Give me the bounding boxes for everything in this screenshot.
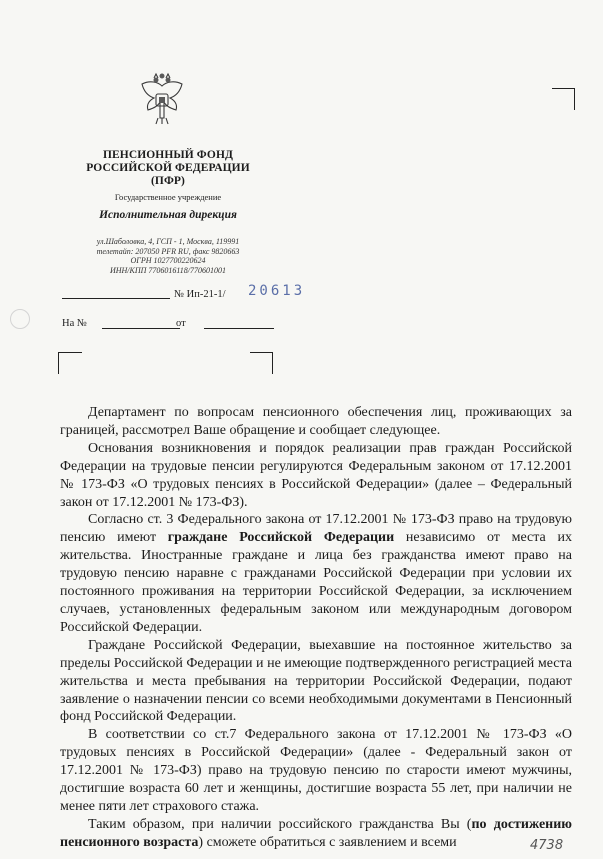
subject-corner-mark xyxy=(272,352,273,374)
subject-corner-mark xyxy=(58,352,59,374)
text-run: Таким образом, при наличии российского гражданства Вы ( xyxy=(88,816,472,832)
directorate-name: Исполнительная дирекция xyxy=(99,209,237,221)
org-name-line2: РОССИЙСКОЙ ФЕДЕРАЦИИ xyxy=(86,162,250,174)
paragraph: Основания возникновения и порядок реализации прав граждан Российской Федерации на трудовые пенсии регулируются Федеральным законом от 17.12.2001 № 173-ФЗ «О трудовых пенсиях в Российской Федерации» (далее – Федеральный закон от 17.12.2001 № 173-ФЗ). xyxy=(60,440,572,510)
reply-date-blank xyxy=(204,328,274,329)
contact-block xyxy=(60,237,276,275)
stamped-reference-number: 20613 xyxy=(248,283,306,299)
from-label: от xyxy=(176,318,186,329)
text-run: ) сможете обратиться с заявлением и всеми xyxy=(198,834,457,850)
address: ул.Шаболовка, 4, ГСП - 1, Москва, 119991 xyxy=(96,237,240,246)
page-number: 4738 xyxy=(530,838,564,853)
organization-name xyxy=(60,149,276,188)
punch-hole-mark xyxy=(10,309,30,329)
paragraph xyxy=(60,511,572,636)
reply-to-label: На № xyxy=(62,318,87,329)
bold-text-run: граждане Российской Федерации xyxy=(167,530,395,546)
reference-number-prefix: № Ип-21-1/ xyxy=(174,289,226,300)
subject-corner-mark xyxy=(250,352,272,353)
ogrn: ОГРН 1027700220624 xyxy=(130,256,206,266)
bold-text-run: по достижению пенсионного возраста xyxy=(60,816,572,850)
paragraph: Граждане Российской Федерации, выехавшие на постоянное жительство за пределы Российской Федерации и не имеющие подтвержденного регистрацией места жительства и места пребывания на территории Российской Федерации, подают заявление о назначении пенсии со всеми необходимыми документами в Пенсионный фонд Российской Федерации. xyxy=(60,637,572,725)
letter-body xyxy=(60,404,572,852)
phone-fax: телетайп: 207050 PFR RU, факс 9820663 xyxy=(96,246,240,256)
address-corner-mark xyxy=(552,88,574,89)
subject-corner-mark xyxy=(58,352,82,353)
org-name-line1: ПЕНСИОННЫЙ ФОНД xyxy=(102,149,234,161)
org-abbreviation: (ПФР) xyxy=(150,175,185,187)
paragraph: Департамент по вопросам пенсионного обеспечения лиц, проживающих за границей, рассмотрел Ваше обращение и сообщает следующее. xyxy=(60,405,572,438)
paragraph xyxy=(60,816,572,852)
institution-type: Государственное учреждение xyxy=(114,192,222,202)
text-run: Согласно ст. 3 Федерального закона от 17.12.2001 № 173-ФЗ право на трудовую пенсию имеют xyxy=(60,512,572,546)
reply-number-blank xyxy=(102,328,180,329)
outgoing-reference-line xyxy=(62,283,306,304)
address-corner-mark xyxy=(574,88,575,110)
date-blank xyxy=(62,298,170,299)
inn-kpp: ИНН/КПП 7706016118/770601001 xyxy=(109,265,227,275)
state-emblem-icon xyxy=(136,72,188,126)
text-run: независимо от места их жительства. Иностранные граждане и лица без гражданства имеют право на трудовую пенсию наравне с гражданами Российской Федерации при условии их постоянного проживания на территории Российской Федерации, за исключением случаев, установленных федеральным законом или международным договором Российской Федерации. xyxy=(60,530,572,635)
incoming-reference-line xyxy=(62,318,274,334)
paragraph: В соответствии со ст.7 Федерального закона от 17.12.2001 № 173-ФЗ «О трудовых пенсиях в Российской Федерации» (далее - Федеральный закон от 17.12.2001 № 173-ФЗ) право на трудовую пенсию по старости имеют мужчины, достигшие возраста 60 лет и женщины, достигшие возраста 55 лет, при наличии не менее пяти лет страхового стажа. xyxy=(60,727,572,814)
